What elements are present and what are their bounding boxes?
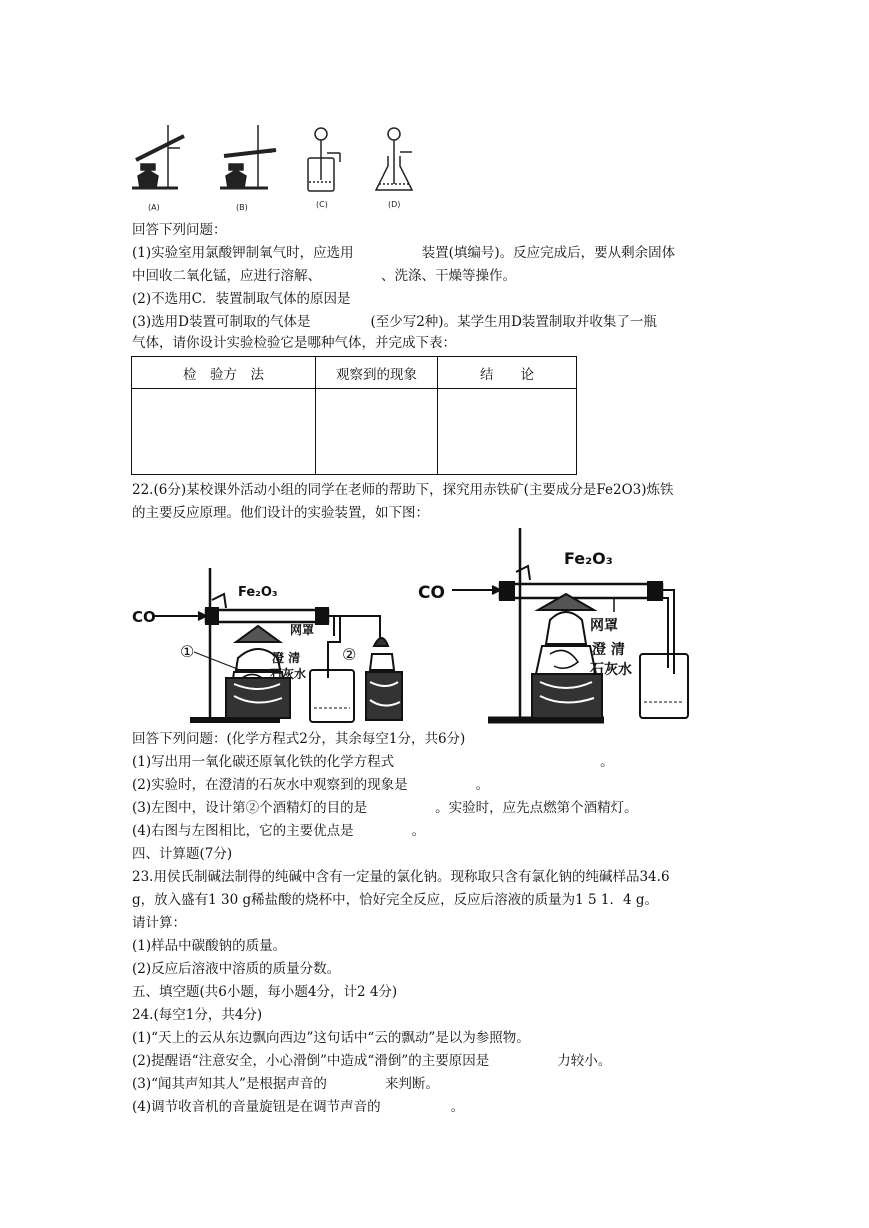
apparatus-b-icon (220, 125, 276, 188)
q23-line3: 请计算： (132, 915, 186, 931)
label-b: (B) (236, 203, 248, 212)
lime-label-right-2: 石灰水 (590, 662, 632, 678)
q23-line2: g，放入盛有1 30 g稀盐酸的烧杯中，恰好完全反应，反应后溶液的质量为1 5 1．4 g。 (132, 892, 659, 908)
section5-title: 五、填空题(共6小题，每小题4分，计2 4分) (132, 984, 398, 1000)
q24-p2: (2)提醒语“注意安全，小心滑倒”中造成“滑倒”的主要原因是 力较小。 (132, 1053, 612, 1069)
mesh-label-left: 网罩 (290, 623, 315, 637)
q23-p1: (1)样品中碳酸钠的质量。 (132, 938, 287, 954)
lime-label-right-1: 澄 清 (592, 642, 625, 658)
q21-p1-line2: 中回收二氧化锰，应进行溶解、 、洗涤、干燥等操作。 (132, 268, 516, 284)
section4-title: 四、计算题(7分) (132, 846, 233, 862)
q21-p2: (2)不选用C．装置制取气体的原因是 (132, 291, 351, 307)
q21-p3-line2: 气体，请你设计实验检验它是哪种气体，并完成下表： (132, 335, 456, 351)
q24-title: 24.(每空1分，共4分) (132, 1007, 263, 1023)
gas-test-table (131, 356, 577, 475)
q24-p1: (1)“天上的云从东边飘向西边”这句话中“云的飘动”是以为参照物。 (132, 1030, 530, 1046)
table-cell-method[interactable] (132, 389, 316, 475)
fe2o3-label-right: Fe₂O₃ (564, 549, 613, 568)
q22-intro: 回答下列问题：(化学方程式2分，其余每空1分，共6分) (132, 731, 466, 747)
lamp2-label: ② (342, 645, 357, 664)
table-cell-conclusion[interactable] (438, 389, 577, 475)
table-header-method: 检 验方 法 (132, 357, 316, 389)
lime-label-left-2: 石灰水 (270, 667, 307, 681)
table-cell-phenomenon[interactable] (316, 389, 438, 475)
q22-p4: (4)右图与左图相比，它的主要优点是 。 (132, 823, 426, 839)
q21-intro: 回答下列问题： (132, 222, 227, 238)
q22-stem-line2: 的主要反应原理。他们设计的实验装置，如下图： (132, 505, 429, 521)
q21-p3-line1: (3)选用D装置可制取的气体是 (至少写2种)。某学生用D装置制取并收集了一瓶 (132, 314, 657, 330)
mesh-label-right: 网罩 (590, 618, 618, 634)
fe2o3-label-left: Fe₂O₃ (238, 585, 278, 600)
label-d: (D) (388, 200, 401, 209)
lamp1-label: ① (180, 642, 195, 661)
apparatus-c-icon (308, 128, 340, 191)
lime-label-left-1: 澄 清 (272, 651, 301, 665)
apparatus-a-icon (132, 125, 184, 188)
q22-p2: (2)实验时，在澄清的石灰水中观察到的现象是 。 (132, 777, 490, 793)
q24-p3: (3)“闻其声知其人”是根据声音的 来判断。 (132, 1076, 439, 1092)
q22-p1: (1)写出用一氧化碳还原氧化铁的化学方程式 。 (132, 754, 614, 770)
q23-p2: (2)反应后溶液中溶质的质量分数。 (132, 961, 341, 977)
q24-p4: (4)调节收音机的音量旋钮是在调节声音的 。 (132, 1099, 465, 1115)
iron-smelting-figure-right (418, 524, 708, 730)
q22-p3: (3)左图中，设计第②个酒精灯的目的是 。实验时，应先点燃第个酒精灯。 (132, 800, 638, 816)
apparatus-figure-abcd (128, 120, 418, 215)
co-label-right: CO (418, 583, 445, 603)
q21-p1-line1: (1)实验室用氯酸钾制氧气时，应选用 装置(填编号)。反应完成后，要从剩余固体 (132, 245, 676, 261)
co-label-left: CO (132, 608, 156, 626)
iron-smelting-figure-left (130, 560, 410, 730)
table-header-conclusion: 结 论 (438, 357, 577, 389)
label-a: (A) (148, 203, 160, 212)
label-c: (C) (316, 200, 328, 209)
table-header-phenomenon: 观察到的现象 (316, 357, 438, 389)
apparatus-d-icon (376, 128, 412, 190)
q22-stem-line1: 22.(6分)某校课外活动小组的同学在老师的帮助下，探究用赤铁矿(主要成分是Fe2O3)炼铁 (132, 482, 674, 498)
q23-line1: 23.用侯氏制碱法制得的纯碱中含有一定量的氯化钠。现称取只含有氯化钠的纯碱样品34.6 (132, 869, 670, 885)
